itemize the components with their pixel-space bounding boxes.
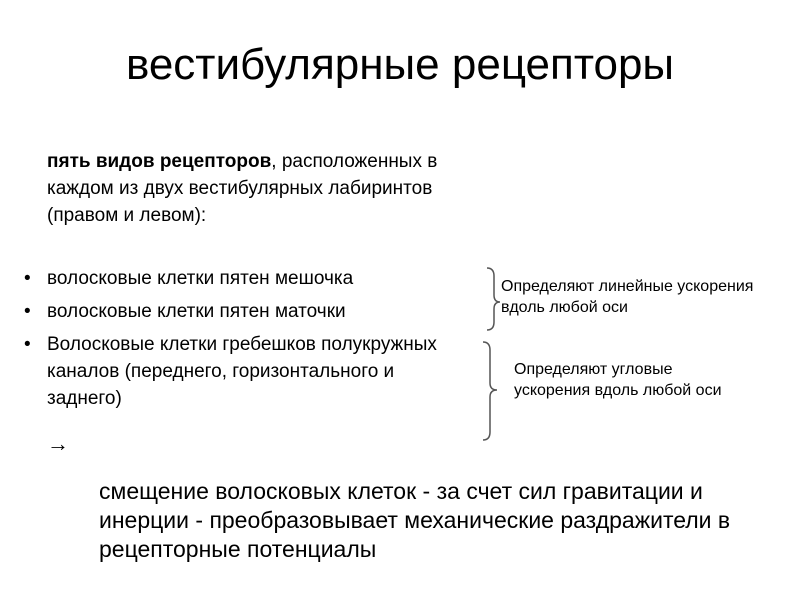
bullet-dot: • — [24, 301, 31, 322]
list-item-text: волосковые клетки пятен мешочка — [47, 268, 354, 289]
bottom-paragraph: смещение волосковых клеток - за счет сил гравитации и инерции - преобразовывает механические раздражители в рецепторные потенциалы — [99, 478, 731, 562]
note-angular-acceleration: Определяют угловые ускорения вдоль любой оси — [514, 361, 722, 399]
bullet-dot: • — [24, 334, 31, 355]
intro-bold: пять видов рецепторов — [47, 151, 272, 172]
intro-rest: , расположенных в каждом из двух вестибулярных лабиринтов (правом и левом): — [47, 151, 438, 226]
note-linear-acceleration: Определяют линейные ускорения вдоль любой оси — [501, 278, 754, 316]
bullet-dot: • — [24, 268, 31, 289]
bracket-linear — [487, 268, 500, 330]
bracket-angular — [483, 342, 497, 440]
list-item-text: Волосковые клетки гребешков полукружных каналов (переднего, горизонтального и заднего) — [47, 334, 437, 409]
list-item-text: волосковые клетки пятен маточки — [47, 301, 346, 322]
arrow-symbol: → — [47, 431, 69, 456]
slide-title: вестибулярные рецепторы — [125, 40, 675, 89]
